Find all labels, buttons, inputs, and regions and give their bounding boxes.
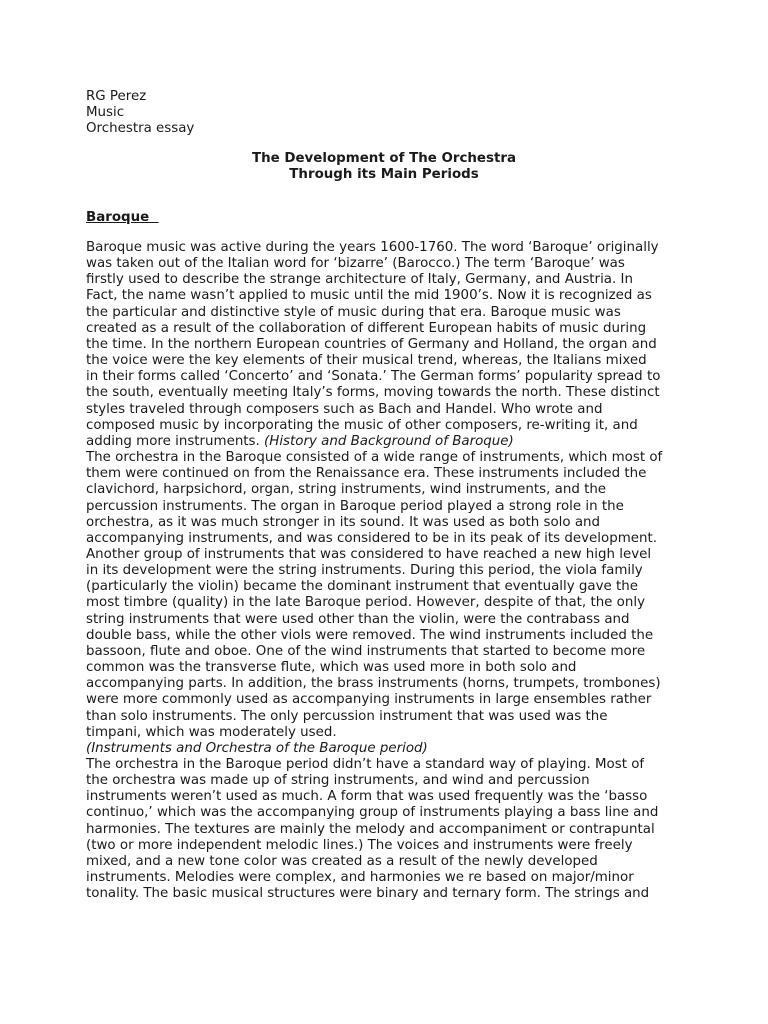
- body-line: (two or more independent melodic lines.) The voices and instruments were freely: [86, 837, 633, 853]
- body-line: most timbre (quality) in the late Baroque period. However, despite of that, the only: [86, 595, 646, 611]
- document-header: [86, 89, 194, 138]
- body-line: the particular and distinctive style of music during that era. Baroque music was: [86, 304, 621, 320]
- citation-instruments: (Instruments and Orchestra of the Baroque period): [86, 740, 428, 756]
- body-line: instruments. Melodies were complex, and harmonies we re based on major/minor: [86, 870, 634, 886]
- body-line: clavichord, harpsichord, organ, string instruments, wind instruments, and the: [86, 482, 607, 498]
- body-line: was taken out of the Italian word for ‘bizarre’ (Barocco.) The term ‘Baroque’ was: [86, 256, 625, 272]
- body-line-with-citation: [86, 434, 686, 450]
- body-line: (particularly the violin) became the dominant instrument that eventually gave the: [86, 579, 638, 595]
- body-line: percussion instruments. The organ in Baroque period played a strong role in the: [86, 498, 624, 514]
- body-line: Another group of instruments that was considered to have reached a new high level: [86, 546, 652, 562]
- body-line: timpani, which was moderately used.: [86, 724, 337, 740]
- body-text: [86, 240, 686, 902]
- body-line: in their forms called ‘Concerto’ and ‘Sonata.’ The German forms’ popularity spread to: [86, 369, 661, 385]
- body-line: string instruments that were used other than the violin, were the contrabass and: [86, 611, 630, 627]
- subject-line: Music: [86, 105, 125, 121]
- body-line: in its development were the string instruments. During this period, the viola family: [86, 563, 643, 579]
- body-line: Baroque music was active during the years 1600-1760. The word ‘Baroque’ originally: [86, 240, 659, 255]
- body-line: instruments weren’t used as much. A form that was used frequently was the ‘basso: [86, 789, 648, 805]
- body-line: created as a result of the collaboration of different European habits of music during: [86, 320, 647, 336]
- body-line: the voice were the key elements of their musical trend, whereas, the Italians mixed: [86, 353, 647, 369]
- citation-history: (History and Background of Baroque): [264, 433, 514, 449]
- body-line: styles traveled through composers such as Bach and Handel. Who wrote and: [86, 401, 603, 417]
- body-line: accompanying instruments, and was considered to be in its peak of its development.: [86, 530, 657, 546]
- body-line: The orchestra in the Baroque consisted of a wide range of instruments, which most of: [86, 450, 663, 466]
- body-line: firstly used to describe the strange architecture of Italy, Germany, and Austria. In: [86, 272, 633, 288]
- body-line: The orchestra in the Baroque period didn’t have a standard way of playing. Most of: [86, 757, 645, 772]
- body-line: harmonies. The textures are mainly the melody and accompaniment or contrapuntal: [86, 821, 655, 837]
- body-line: the time. In the northern European countries of Germany and Holland, the organ and: [86, 336, 657, 352]
- title-line-2: Through its Main Periods: [289, 167, 479, 183]
- body-line: them were continued on from the Renaissance era. These instruments included the: [86, 466, 647, 482]
- body-line: Fact, the name wasn’t applied to music until the mid 1900’s. Now it is recognized as: [86, 288, 652, 304]
- body-line: orchestra, as it was much stronger in its sound. It was used as both solo and: [86, 514, 601, 530]
- body-line: mixed, and a new tone color was created as a result of the newly developed: [86, 853, 598, 869]
- body-line-text: adding more instruments.: [86, 433, 265, 449]
- body-line: double bass, while the other viols were removed. The wind instruments included the: [86, 627, 654, 643]
- body-line: were more commonly used as accompanying instruments in large ensembles rather: [86, 692, 652, 708]
- body-line: continuo,’ which was the accompanying group of instruments playing a bass line and: [86, 805, 659, 821]
- body-line: bassoon, flute and oboe. One of the wind instruments that started to become more: [86, 643, 646, 659]
- body-line: tonality. The basic musical structures were binary and ternary form. The strings and: [86, 886, 650, 902]
- body-line: common was the transverse flute, which was used more in both solo and: [86, 660, 577, 676]
- document-title: [0, 151, 768, 183]
- body-line: composed music by incorporating the music of other composers, re-writing it, and: [86, 417, 638, 433]
- body-line: the orchestra was made up of string instruments, and wind and percussion: [86, 773, 590, 789]
- assignment-line: Orchestra essay: [86, 121, 195, 137]
- section-heading-baroque: Baroque: [86, 210, 159, 225]
- body-line: than solo instruments. The only percussion instrument that was used was the: [86, 708, 608, 724]
- body-line: accompanying parts. In addition, the brass instruments (horns, trumpets, trombones): [86, 676, 661, 692]
- title-line-1: The Development of The Orchestra: [251, 151, 517, 166]
- body-line: the south, eventually meeting Italy’s forms, moving towards the north. These distinct: [86, 385, 660, 401]
- author-name: RG Perez: [86, 89, 147, 104]
